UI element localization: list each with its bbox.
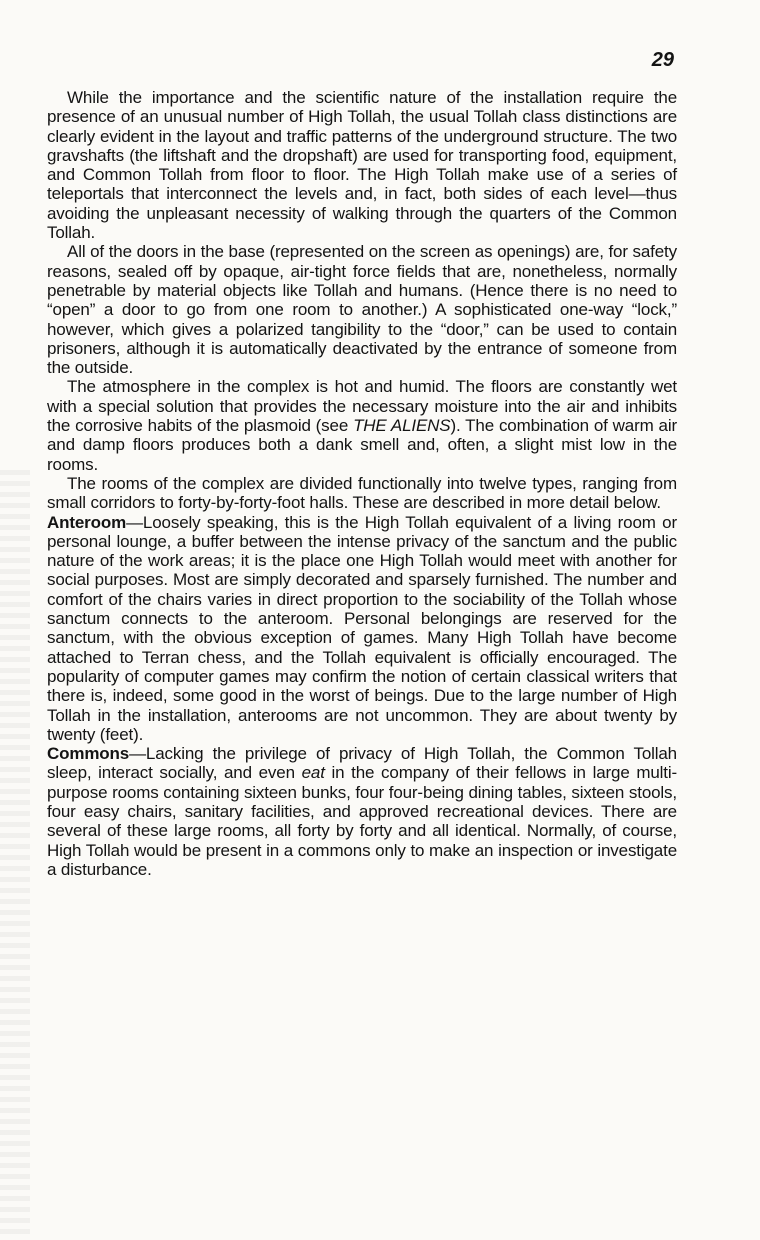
entry-commons-description-before: —Lacking the privilege of privacy of High Tollah, the Common Tollah sleep, interact socially, and even xyxy=(47,744,677,783)
scanned-page-edge xyxy=(0,470,30,1240)
entry-commons-description-after: in the company of their fellows in large multi-purpose rooms containing sixteen bunks, four four-being dining tables, sixteen stools, four easy chairs, sanitary facilities, and approved recreational devices. There are several of these large rooms, all forty by forty and all identical. Normally, of course, High Tollah would be present in a commons only to make an inspection or investigate a disturbance. xyxy=(47,763,677,879)
paragraph-atmosphere xyxy=(47,377,677,473)
page-number: 29 xyxy=(651,49,674,71)
entry-term-anteroom: Anteroom xyxy=(47,512,127,532)
entry-anteroom-description: —Loosely speaking, this is the High Tollah equivalent of a living room or personal lounge, a buffer between the intense privacy of the sanctum and the public nature of the work areas; it is the place one High Tollah would meet with another for social purposes. Most are simply decorated and sparsely furnished. The number and comfort of the chairs varies in direct proportion to the sociability of the Tollah whose sanctum connects to the anteroom. Personal belongings are reserved for the sanctum, with the obvious exception of games. Many High Tollah have become attached to Terran chess, and the Tollah equivalent is officially encouraged. The popularity of computer games may confirm the notion of certain classical writers that there is, indeed, some good in the worst of beings. Due to the large number of High Tollah in the installation, anterooms are not uncommon. They are about twenty by twenty (feet). xyxy=(47,512,677,744)
paragraph-atmosphere-text-after: ). The combination of warm air and damp floors produces both a dank smell and, often, a slight mist low in the rooms. xyxy=(47,416,677,474)
entry-commons-emphasis: eat xyxy=(301,763,325,783)
paragraph-doors: All of the doors in the base (represented on the screen as openings) are, for safety reasons, sealed off by opaque, air-tight force fields that are, nonetheless, normally penetrable by material objects like Tollah and humans. (Hence there is no need to “open” a door to go from one room to another.) A sophisticated one-way “lock,” however, which gives a polarized tangibility to the “door,” can be used to contain prisoners, although it is automatically deactivated by the entrance of someone from the outside. xyxy=(47,242,677,378)
entry-commons xyxy=(47,744,677,879)
paragraph-atmosphere-text-before: The atmosphere in the complex is hot and humid. The floors are constantly wet with a special solution that provides the necessary moisture into the air and inhibits the corrosive habits of the plasmoid (see xyxy=(47,377,677,436)
paragraph-room-types: The rooms of the complex are divided functionally into twelve types, ranging from small corridors to forty-by-forty-foot halls. These are described in more detail below. xyxy=(47,473,677,513)
body-text xyxy=(47,88,677,879)
paragraph-installation-layout: While the importance and the scientific nature of the installation require the presence of an unusual number of High Tollah, the usual Tollah class distinctions are clearly evident in the layout and traffic patterns of the underground structure. The two gravshafts (the liftshaft and the dropshaft) are used for transporting food, equipment, and Common Tollah from floor to floor. The High Tollah make use of a series of teleportals that interconnect the levels and, in fact, both sides of each level—thus avoiding the unpleasant necessity of walking through the quarters of the Common Tollah. xyxy=(47,88,677,243)
aliens-cross-reference: THE ALIENS xyxy=(353,416,451,436)
entry-anteroom xyxy=(47,513,677,745)
entry-term-commons: Commons xyxy=(47,744,130,764)
